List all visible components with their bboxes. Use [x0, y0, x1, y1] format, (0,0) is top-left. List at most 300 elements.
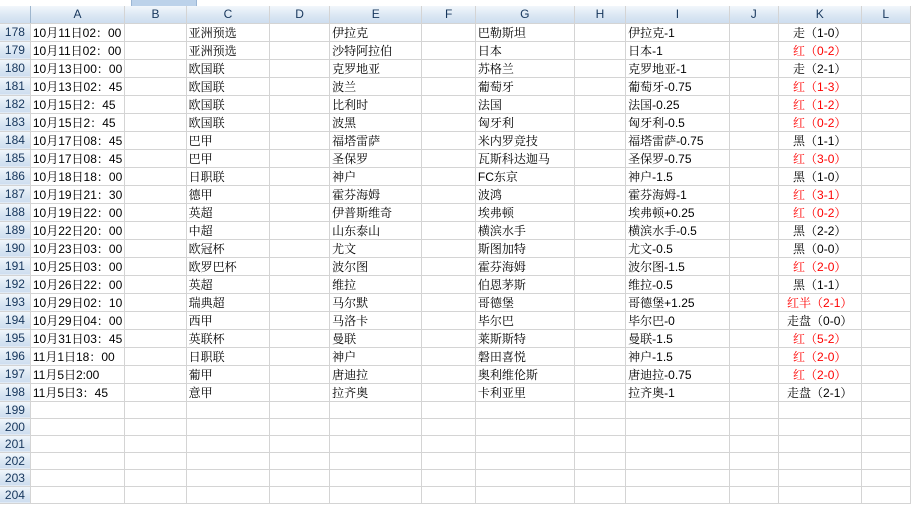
cell-B204[interactable]	[125, 486, 186, 503]
cell-C183[interactable]: 欧国联	[186, 113, 269, 131]
cell-B193[interactable]	[125, 293, 186, 311]
cell-F182[interactable]	[422, 95, 475, 113]
cell-G181[interactable]: 葡萄牙	[475, 77, 574, 95]
cell-H202[interactable]	[574, 452, 625, 469]
cell-I187[interactable]: 霍芬海姆-1	[626, 185, 730, 203]
cell-F186[interactable]	[422, 167, 475, 185]
cell-F196[interactable]	[422, 347, 475, 365]
cell-D186[interactable]	[270, 167, 330, 185]
cell-B200[interactable]	[125, 418, 186, 435]
cell-E197[interactable]: 唐迪拉	[330, 365, 422, 383]
cell-A179[interactable]: 10月11日02：00	[30, 41, 124, 59]
cell-K185[interactable]: 红（3-0）	[778, 149, 861, 167]
cell-E186[interactable]: 神户	[330, 167, 422, 185]
cell-H199[interactable]	[574, 401, 625, 418]
cell-A184[interactable]: 10月17日08：45	[30, 131, 124, 149]
cell-G191[interactable]: 霍芬海姆	[475, 257, 574, 275]
cell-I199[interactable]	[626, 401, 730, 418]
cell-H194[interactable]	[574, 311, 625, 329]
cell-L186[interactable]	[861, 167, 911, 185]
cell-A197[interactable]: 11月5日2:00	[30, 365, 124, 383]
cell-I202[interactable]	[626, 452, 730, 469]
select-all-corner[interactable]	[0, 6, 30, 23]
cell-E195[interactable]: 曼联	[330, 329, 422, 347]
row-header[interactable]: 201	[0, 435, 30, 452]
cell-B194[interactable]	[125, 311, 186, 329]
cell-E180[interactable]: 克罗地亚	[330, 59, 422, 77]
cell-B181[interactable]	[125, 77, 186, 95]
cell-C203[interactable]	[186, 469, 269, 486]
cell-F187[interactable]	[422, 185, 475, 203]
cell-G184[interactable]: 米内罗竞技	[475, 131, 574, 149]
cell-D191[interactable]	[270, 257, 330, 275]
row-header[interactable]: 198	[0, 383, 30, 401]
cell-I194[interactable]: 毕尔巴-0	[626, 311, 730, 329]
column-header-B[interactable]: B	[125, 6, 186, 23]
cell-C194[interactable]: 西甲	[186, 311, 269, 329]
cell-D192[interactable]	[270, 275, 330, 293]
cell-L200[interactable]	[861, 418, 911, 435]
cell-J184[interactable]	[729, 131, 778, 149]
cell-G192[interactable]: 伯恩茅斯	[475, 275, 574, 293]
cell-C204[interactable]	[186, 486, 269, 503]
cell-A186[interactable]: 10月18日18：00	[30, 167, 124, 185]
cell-K183[interactable]: 红（0-2）	[778, 113, 861, 131]
cell-I183[interactable]: 匈牙利-0.5	[626, 113, 730, 131]
cell-E185[interactable]: 圣保罗	[330, 149, 422, 167]
cell-D197[interactable]	[270, 365, 330, 383]
cell-H204[interactable]	[574, 486, 625, 503]
cell-A196[interactable]: 11月1日18：00	[30, 347, 124, 365]
cell-H196[interactable]	[574, 347, 625, 365]
cell-C189[interactable]: 中超	[186, 221, 269, 239]
cell-H187[interactable]	[574, 185, 625, 203]
cell-G179[interactable]: 日本	[475, 41, 574, 59]
cell-H183[interactable]	[574, 113, 625, 131]
cell-J181[interactable]	[729, 77, 778, 95]
cell-F193[interactable]	[422, 293, 475, 311]
cell-K201[interactable]	[778, 435, 861, 452]
cell-A203[interactable]	[30, 469, 124, 486]
cell-H189[interactable]	[574, 221, 625, 239]
cell-J195[interactable]	[729, 329, 778, 347]
cell-A188[interactable]: 10月19日22：00	[30, 203, 124, 221]
cell-J186[interactable]	[729, 167, 778, 185]
cell-E202[interactable]	[330, 452, 422, 469]
cell-A181[interactable]: 10月13日02：45	[30, 77, 124, 95]
cell-D195[interactable]	[270, 329, 330, 347]
cell-I200[interactable]	[626, 418, 730, 435]
cell-D179[interactable]	[270, 41, 330, 59]
cell-A193[interactable]: 10月29日02：10	[30, 293, 124, 311]
cell-E184[interactable]: 福塔雷萨	[330, 131, 422, 149]
cell-B195[interactable]	[125, 329, 186, 347]
cell-E203[interactable]	[330, 469, 422, 486]
row-header[interactable]: 182	[0, 95, 30, 113]
cell-E199[interactable]	[330, 401, 422, 418]
cell-L188[interactable]	[861, 203, 911, 221]
cell-G189[interactable]: 横滨水手	[475, 221, 574, 239]
cell-I198[interactable]: 拉齐奥-1	[626, 383, 730, 401]
cell-F188[interactable]	[422, 203, 475, 221]
row-header[interactable]: 195	[0, 329, 30, 347]
cell-I186[interactable]: 神户-1.5	[626, 167, 730, 185]
cell-B198[interactable]	[125, 383, 186, 401]
cell-F194[interactable]	[422, 311, 475, 329]
cell-C200[interactable]	[186, 418, 269, 435]
cell-K202[interactable]	[778, 452, 861, 469]
cell-K186[interactable]: 黑（1-0）	[778, 167, 861, 185]
cell-D199[interactable]	[270, 401, 330, 418]
cell-L190[interactable]	[861, 239, 911, 257]
cell-L183[interactable]	[861, 113, 911, 131]
cell-L191[interactable]	[861, 257, 911, 275]
cell-L185[interactable]	[861, 149, 911, 167]
cell-A182[interactable]: 10月15日2：45	[30, 95, 124, 113]
cell-A199[interactable]	[30, 401, 124, 418]
cell-E193[interactable]: 马尔默	[330, 293, 422, 311]
cell-J182[interactable]	[729, 95, 778, 113]
cell-E189[interactable]: 山东泰山	[330, 221, 422, 239]
cell-I182[interactable]: 法国-0.25	[626, 95, 730, 113]
cell-J190[interactable]	[729, 239, 778, 257]
cell-L204[interactable]	[861, 486, 911, 503]
cell-J193[interactable]	[729, 293, 778, 311]
cell-A198[interactable]: 11月5日3：45	[30, 383, 124, 401]
cell-G195[interactable]: 莱斯斯特	[475, 329, 574, 347]
cell-B180[interactable]	[125, 59, 186, 77]
cell-G193[interactable]: 哥德堡	[475, 293, 574, 311]
cell-H191[interactable]	[574, 257, 625, 275]
cell-L181[interactable]	[861, 77, 911, 95]
cell-D187[interactable]	[270, 185, 330, 203]
cell-L178[interactable]	[861, 23, 911, 41]
cell-E198[interactable]: 拉齐奥	[330, 383, 422, 401]
cell-H188[interactable]	[574, 203, 625, 221]
cell-C190[interactable]: 欧冠杯	[186, 239, 269, 257]
cell-L180[interactable]	[861, 59, 911, 77]
cell-F197[interactable]	[422, 365, 475, 383]
cell-E178[interactable]: 伊拉克	[330, 23, 422, 41]
cell-F198[interactable]	[422, 383, 475, 401]
cell-A204[interactable]	[30, 486, 124, 503]
cell-B185[interactable]	[125, 149, 186, 167]
cell-I181[interactable]: 葡萄牙-0.75	[626, 77, 730, 95]
row-header[interactable]: 204	[0, 486, 30, 503]
cell-E179[interactable]: 沙特阿拉伯	[330, 41, 422, 59]
cell-I185[interactable]: 圣保罗-0.75	[626, 149, 730, 167]
cell-C202[interactable]	[186, 452, 269, 469]
cell-F185[interactable]	[422, 149, 475, 167]
cell-C184[interactable]: 巴甲	[186, 131, 269, 149]
cell-C198[interactable]: 意甲	[186, 383, 269, 401]
cell-L197[interactable]	[861, 365, 911, 383]
cell-K190[interactable]: 黑（0-0）	[778, 239, 861, 257]
cell-G182[interactable]: 法国	[475, 95, 574, 113]
cell-K182[interactable]: 红（1-2）	[778, 95, 861, 113]
cell-F200[interactable]	[422, 418, 475, 435]
cell-D196[interactable]	[270, 347, 330, 365]
cell-H181[interactable]	[574, 77, 625, 95]
cell-H179[interactable]	[574, 41, 625, 59]
row-header[interactable]: 179	[0, 41, 30, 59]
cell-J191[interactable]	[729, 257, 778, 275]
row-header[interactable]: 202	[0, 452, 30, 469]
cell-B188[interactable]	[125, 203, 186, 221]
cell-G196[interactable]: 磐田喜悦	[475, 347, 574, 365]
cell-E191[interactable]: 波尔图	[330, 257, 422, 275]
cell-E201[interactable]	[330, 435, 422, 452]
cell-J185[interactable]	[729, 149, 778, 167]
cell-A201[interactable]	[30, 435, 124, 452]
cell-L187[interactable]	[861, 185, 911, 203]
cell-L189[interactable]	[861, 221, 911, 239]
cell-A189[interactable]: 10月22日20：00	[30, 221, 124, 239]
cell-F199[interactable]	[422, 401, 475, 418]
cell-K180[interactable]: 走（2-1）	[778, 59, 861, 77]
row-header[interactable]: 181	[0, 77, 30, 95]
cell-E183[interactable]: 波黑	[330, 113, 422, 131]
cell-A200[interactable]	[30, 418, 124, 435]
cell-A183[interactable]: 10月15日2：45	[30, 113, 124, 131]
row-header[interactable]: 189	[0, 221, 30, 239]
cell-F201[interactable]	[422, 435, 475, 452]
cell-D198[interactable]	[270, 383, 330, 401]
cell-B179[interactable]	[125, 41, 186, 59]
cell-F204[interactable]	[422, 486, 475, 503]
cell-D204[interactable]	[270, 486, 330, 503]
sheet-tab-stub[interactable]	[131, 0, 197, 6]
cell-G199[interactable]	[475, 401, 574, 418]
row-header[interactable]: 185	[0, 149, 30, 167]
cell-E181[interactable]: 波兰	[330, 77, 422, 95]
column-header-E[interactable]: E	[330, 6, 422, 23]
cell-G183[interactable]: 匈牙利	[475, 113, 574, 131]
cell-C188[interactable]: 英超	[186, 203, 269, 221]
cell-C180[interactable]: 欧国联	[186, 59, 269, 77]
cell-G200[interactable]	[475, 418, 574, 435]
row-header[interactable]: 190	[0, 239, 30, 257]
cell-K199[interactable]	[778, 401, 861, 418]
cell-J199[interactable]	[729, 401, 778, 418]
cell-D188[interactable]	[270, 203, 330, 221]
cell-A178[interactable]: 10月11日02：00	[30, 23, 124, 41]
cell-J198[interactable]	[729, 383, 778, 401]
cell-H200[interactable]	[574, 418, 625, 435]
cell-J204[interactable]	[729, 486, 778, 503]
cell-L193[interactable]	[861, 293, 911, 311]
cell-B203[interactable]	[125, 469, 186, 486]
cell-K192[interactable]: 黑（1-1）	[778, 275, 861, 293]
cell-C199[interactable]	[186, 401, 269, 418]
cell-F181[interactable]	[422, 77, 475, 95]
cell-D194[interactable]	[270, 311, 330, 329]
cell-F203[interactable]	[422, 469, 475, 486]
cell-K200[interactable]	[778, 418, 861, 435]
row-header[interactable]: 197	[0, 365, 30, 383]
cell-K204[interactable]	[778, 486, 861, 503]
cell-D182[interactable]	[270, 95, 330, 113]
cell-F189[interactable]	[422, 221, 475, 239]
row-header[interactable]: 188	[0, 203, 30, 221]
cell-G188[interactable]: 埃弗顿	[475, 203, 574, 221]
row-header[interactable]: 183	[0, 113, 30, 131]
cell-I195[interactable]: 曼联-1.5	[626, 329, 730, 347]
cell-G197[interactable]: 奥利维伦斯	[475, 365, 574, 383]
cell-C178[interactable]: 亚洲预选	[186, 23, 269, 41]
cell-I201[interactable]	[626, 435, 730, 452]
cell-K188[interactable]: 红（0-2）	[778, 203, 861, 221]
cell-F190[interactable]	[422, 239, 475, 257]
cell-J179[interactable]	[729, 41, 778, 59]
cell-F195[interactable]	[422, 329, 475, 347]
cell-I178[interactable]: 伊拉克-1	[626, 23, 730, 41]
cell-B182[interactable]	[125, 95, 186, 113]
cell-K194[interactable]: 走盘（0-0）	[778, 311, 861, 329]
row-header[interactable]: 191	[0, 257, 30, 275]
row-header[interactable]: 203	[0, 469, 30, 486]
cell-B189[interactable]	[125, 221, 186, 239]
cell-I180[interactable]: 克罗地亚-1	[626, 59, 730, 77]
cell-H182[interactable]	[574, 95, 625, 113]
cell-I190[interactable]: 尤文-0.5	[626, 239, 730, 257]
cell-I192[interactable]: 维拉-0.5	[626, 275, 730, 293]
column-header-F[interactable]: F	[422, 6, 475, 23]
cell-K189[interactable]: 黑（2-2）	[778, 221, 861, 239]
cell-J188[interactable]	[729, 203, 778, 221]
cell-H192[interactable]	[574, 275, 625, 293]
row-header[interactable]: 199	[0, 401, 30, 418]
cell-K197[interactable]: 红（2-0）	[778, 365, 861, 383]
column-header-A[interactable]: A	[30, 6, 124, 23]
cell-B184[interactable]	[125, 131, 186, 149]
cell-K195[interactable]: 红（5-2）	[778, 329, 861, 347]
row-header[interactable]: 178	[0, 23, 30, 41]
cell-C185[interactable]: 巴甲	[186, 149, 269, 167]
column-header-D[interactable]: D	[270, 6, 330, 23]
cell-E187[interactable]: 霍芬海姆	[330, 185, 422, 203]
cell-D193[interactable]	[270, 293, 330, 311]
cell-H195[interactable]	[574, 329, 625, 347]
cell-A187[interactable]: 10月19日21：30	[30, 185, 124, 203]
cell-G180[interactable]: 苏格兰	[475, 59, 574, 77]
cell-K179[interactable]: 红（0-2）	[778, 41, 861, 59]
cell-C191[interactable]: 欧罗巴杯	[186, 257, 269, 275]
column-header-L[interactable]: L	[861, 6, 911, 23]
cell-L184[interactable]	[861, 131, 911, 149]
cell-G190[interactable]: 斯图加特	[475, 239, 574, 257]
cell-A180[interactable]: 10月13日00：00	[30, 59, 124, 77]
cell-D189[interactable]	[270, 221, 330, 239]
cell-A194[interactable]: 10月29日04：00	[30, 311, 124, 329]
cell-J189[interactable]	[729, 221, 778, 239]
cell-J180[interactable]	[729, 59, 778, 77]
cell-K193[interactable]: 红半（2-1）	[778, 293, 861, 311]
cell-F192[interactable]	[422, 275, 475, 293]
cell-D202[interactable]	[270, 452, 330, 469]
cell-I204[interactable]	[626, 486, 730, 503]
cell-E190[interactable]: 尤文	[330, 239, 422, 257]
cell-H190[interactable]	[574, 239, 625, 257]
row-header[interactable]: 184	[0, 131, 30, 149]
cell-H198[interactable]	[574, 383, 625, 401]
cell-F180[interactable]	[422, 59, 475, 77]
cell-B186[interactable]	[125, 167, 186, 185]
cell-A185[interactable]: 10月17日08：45	[30, 149, 124, 167]
column-header-I[interactable]: I	[626, 6, 730, 23]
cell-L199[interactable]	[861, 401, 911, 418]
cell-G203[interactable]	[475, 469, 574, 486]
row-header[interactable]: 192	[0, 275, 30, 293]
cell-I184[interactable]: 福塔雷萨-0.75	[626, 131, 730, 149]
cell-G202[interactable]	[475, 452, 574, 469]
cell-G194[interactable]: 毕尔巴	[475, 311, 574, 329]
cell-C186[interactable]: 日职联	[186, 167, 269, 185]
cell-J187[interactable]	[729, 185, 778, 203]
spreadsheet-grid[interactable]	[0, 6, 911, 504]
cell-C179[interactable]: 亚洲预选	[186, 41, 269, 59]
cell-K181[interactable]: 红（1-3）	[778, 77, 861, 95]
cell-J203[interactable]	[729, 469, 778, 486]
cell-C201[interactable]	[186, 435, 269, 452]
cell-C181[interactable]: 欧国联	[186, 77, 269, 95]
cell-C193[interactable]: 瑞典超	[186, 293, 269, 311]
cell-A191[interactable]: 10月25日03：00	[30, 257, 124, 275]
cell-H178[interactable]	[574, 23, 625, 41]
cell-A195[interactable]: 10月31日03：45	[30, 329, 124, 347]
column-header-G[interactable]: G	[475, 6, 574, 23]
cell-J202[interactable]	[729, 452, 778, 469]
cell-F202[interactable]	[422, 452, 475, 469]
row-header[interactable]: 186	[0, 167, 30, 185]
cell-B187[interactable]	[125, 185, 186, 203]
cell-D183[interactable]	[270, 113, 330, 131]
cell-H197[interactable]	[574, 365, 625, 383]
cell-C187[interactable]: 德甲	[186, 185, 269, 203]
cell-G198[interactable]: 卡利亚里	[475, 383, 574, 401]
column-header-K[interactable]: K	[778, 6, 861, 23]
cell-E196[interactable]: 神户	[330, 347, 422, 365]
cell-E182[interactable]: 比利时	[330, 95, 422, 113]
cell-D201[interactable]	[270, 435, 330, 452]
cell-K184[interactable]: 黑（1-1）	[778, 131, 861, 149]
row-header[interactable]: 200	[0, 418, 30, 435]
cell-I188[interactable]: 埃弗顿+0.25	[626, 203, 730, 221]
cell-K203[interactable]	[778, 469, 861, 486]
cell-K196[interactable]: 红（2-0）	[778, 347, 861, 365]
cell-J194[interactable]	[729, 311, 778, 329]
cell-I179[interactable]: 日本-1	[626, 41, 730, 59]
column-header-C[interactable]: C	[186, 6, 269, 23]
cell-K187[interactable]: 红（3-1）	[778, 185, 861, 203]
cell-I197[interactable]: 唐迪拉-0.75	[626, 365, 730, 383]
cell-G201[interactable]	[475, 435, 574, 452]
cell-L198[interactable]	[861, 383, 911, 401]
cell-H186[interactable]	[574, 167, 625, 185]
cell-B178[interactable]	[125, 23, 186, 41]
cell-G178[interactable]: 巴勒斯坦	[475, 23, 574, 41]
cell-B191[interactable]	[125, 257, 186, 275]
cell-G204[interactable]	[475, 486, 574, 503]
cell-A192[interactable]: 10月26日22：00	[30, 275, 124, 293]
cell-A202[interactable]	[30, 452, 124, 469]
cell-J201[interactable]	[729, 435, 778, 452]
cell-L194[interactable]	[861, 311, 911, 329]
cell-B199[interactable]	[125, 401, 186, 418]
cell-G186[interactable]: FC东京	[475, 167, 574, 185]
cell-I191[interactable]: 波尔图-1.5	[626, 257, 730, 275]
row-header[interactable]: 196	[0, 347, 30, 365]
